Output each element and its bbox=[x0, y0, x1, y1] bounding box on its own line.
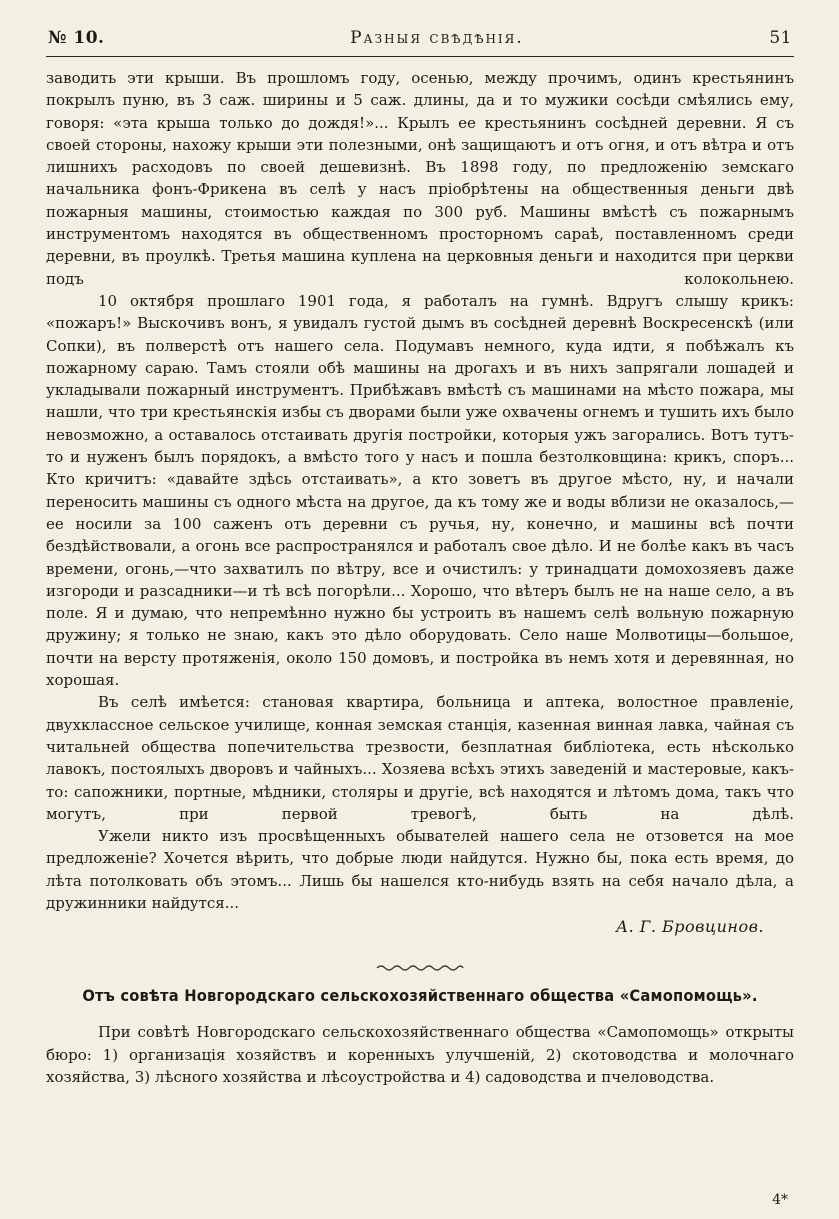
page-number: 51 bbox=[769, 28, 792, 48]
divider-ornament-icon bbox=[46, 958, 794, 972]
paragraph: Ужели никто изъ просвѣщенныхъ обывателей нашего села не отзовется на мое предложеніе? Хочется вѣрить, что добрые люди найдутся. Нужно бы, пока есть время, до лѣта потолковать объ этомъ... Лишь бы нашелся кто-нибудь взять на себя начало дѣла, а дружинники найдутся... bbox=[46, 827, 794, 912]
paragraph: Въ селѣ имѣется: становая квартира, больница и аптека, волостное правленіе, двухклассное сельское училище, конная земская станція, казенная винная лавка, чайная съ читальней общества попечительства трезвости, безплатная библіотека, есть нѣсколько лавокъ, постоялыхъ дворовъ и чайныхъ... Хозяева всѣхъ этихъ заведеній и мастеровые, какъ-то: сапожники, портные, мѣдники, столяры и другіе, всѣ находятся и лѣтомъ дома, такъ что могутъ, при первой тревогѣ, быть на дѣлѣ. bbox=[46, 693, 794, 823]
section-title: Отъ совѣта Новгородскаго сельскохозяйственнаго общества «Самопомощь». bbox=[82, 986, 758, 1006]
issue-number: № 10. bbox=[48, 28, 105, 48]
page-header bbox=[46, 28, 794, 57]
paragraph: 10 октября прошлаго 1901 года, я работалъ на гумнѣ. Вдругъ слышу крикъ: «пожаръ!» Выскочивъ вонъ, я увидалъ густой дымъ въ сосѣдней деревнѣ Воскресенскѣ (или Сопки), въ полверстѣ отъ нашего села. Подумавъ немного, куда идти, я побѣжалъ къ пожарному сараю. Тамъ стояли обѣ машины на дрогахъ и въ нихъ запрягали лошадей и укладывали пожарный инструментъ. Прибѣжавъ вмѣстѣ съ машинами на мѣсто пожара, мы нашли, что три крестьянскія избы съ дворами были уже охвачены огнемъ и тушить ихъ было невозможно, а оставалось отстаивать другія постройки, которыя ужъ загорались. Вотъ тутъ-то и нуженъ былъ порядокъ, а вмѣсто того у насъ и пошла безтолковщина: крикъ, споръ... Кто кричитъ: «давайте здѣсь отстаивать», а кто зоветъ въ другое мѣсто, ну, и начали переносить машины съ одного мѣста на другое, да къ тому же и воды вблизи не оказалось,—ее носили за 100 саженъ отъ деревни съ ручья, ну, конечно, и машины всѣ почти бездѣйствовали, а огонь все распространялся и работалъ свое дѣло. И не болѣе какъ въ часъ времени, огонь,—что захватилъ по вѣтру, все и очистилъ: у тринадцати домохозяевъ даже изгороди и разсадники—и тѣ всѣ погорѣли... Хорошо, что вѣтеръ былъ не на наше село, а въ поле. Я и думаю, что непремѣнно нужно бы устроить въ нашемъ селѣ вольную пожарную дружину; я только не знаю, какъ это дѣло оборудовать. Село наше Молвотицы—большое, почти на версту протяженія, около 150 домовъ, и постройка въ немъ хотя и деревянная, но хорошая. bbox=[46, 291, 794, 690]
article-samopomoshch bbox=[46, 1021, 794, 1088]
signature-mark: 4* bbox=[772, 1192, 788, 1208]
running-title: Разныя свѣдѣнія. bbox=[350, 28, 524, 48]
document-page bbox=[46, 28, 794, 1208]
author-signature: А. Г. Бровцинов. bbox=[615, 917, 764, 937]
article-fire-brigade bbox=[46, 67, 794, 914]
paragraph: При совѣтѣ Новгородскаго сельскохозяйственнаго общества «Самопомощь» открыты бюро: 1) организація хозяйствъ и коренныхъ улучшеній, 2) скотоводства и молочнаго хозяйства, 3) лѣсного хозяйства и лѣсоустройства и 4) садоводства и пчеловодства. bbox=[46, 1023, 794, 1086]
paragraph: заводить эти крыши. Въ прошломъ году, осенью, между прочимъ, одинъ крестьянинъ покрылъ пуню, въ 3 саж. ширины и 5 саж. длины, да и то мужики сосѣди смѣялись ему, говоря: «эта крыша только до дождя!»... Крылъ ее крестьянинъ сосѣдней деревни. Я съ своей стороны, нахожу крыши эти полезными, онѣ защищаютъ и отъ огня, и отъ вѣтра и отъ лишнихъ расходовъ по своей дешевизнѣ. Въ 1898 году, по предложенію земскаго начальника фонъ-Фрикена въ селѣ у насъ пріобрѣтены на общественныя деньги двѣ пожарныя машины, стоимостью каждая по 300 руб. Машины вмѣстѣ съ пожарнымъ инструментомъ находятся въ общественномъ просторномъ сараѣ, поставленномъ среди деревни, въ проулкѣ. Третья машина куплена на церковныя деньги и находится при церкви подъ колокольнею. bbox=[46, 69, 794, 288]
